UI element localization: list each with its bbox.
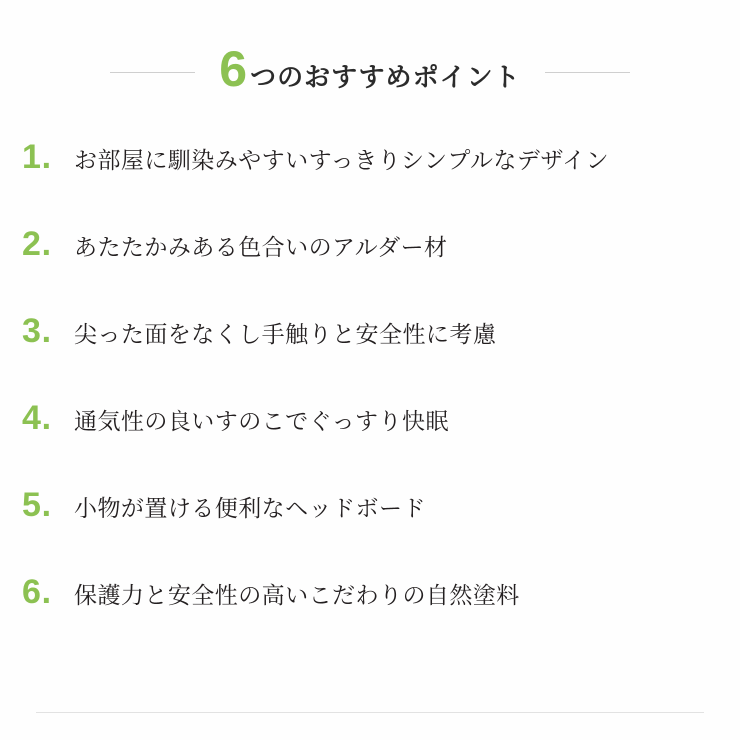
list-item-number: 2. bbox=[22, 225, 52, 263]
list-item bbox=[0, 140, 740, 227]
page-title bbox=[219, 41, 521, 97]
list-item bbox=[0, 314, 740, 401]
page-title-text: つのおすすめポイント bbox=[250, 62, 521, 92]
page-title-number: 6 bbox=[219, 41, 248, 97]
page-header bbox=[0, 38, 740, 100]
list-item-label: あたたかみある色合いのアルダー材 bbox=[74, 234, 448, 260]
list-item-label: 小物が置ける便利なヘッドボード bbox=[74, 495, 426, 521]
list-item-number: 5. bbox=[22, 486, 52, 524]
list-item-label: 尖った面をなくし手触りと安全性に考慮 bbox=[74, 321, 497, 347]
list-item bbox=[0, 488, 740, 575]
points-list bbox=[0, 140, 740, 662]
list-item-number: 3. bbox=[22, 312, 52, 350]
list-item-label: お部屋に馴染みやすいすっきりシンプルなデザイン bbox=[74, 147, 610, 173]
list-item-label: 保護力と安全性の高いこだわりの自然塗料 bbox=[74, 582, 520, 608]
list-item-number: 4. bbox=[22, 399, 52, 437]
list-item bbox=[0, 575, 740, 662]
list-item bbox=[0, 401, 740, 488]
header-rule-right bbox=[545, 72, 630, 73]
footer-divider bbox=[36, 712, 704, 713]
header-rule-left bbox=[110, 72, 195, 73]
list-item bbox=[0, 227, 740, 314]
list-item-label: 通気性の良いすのこでぐっすり快眠 bbox=[74, 408, 449, 434]
list-item-number: 6. bbox=[22, 573, 52, 611]
list-item-number: 1. bbox=[22, 138, 52, 176]
